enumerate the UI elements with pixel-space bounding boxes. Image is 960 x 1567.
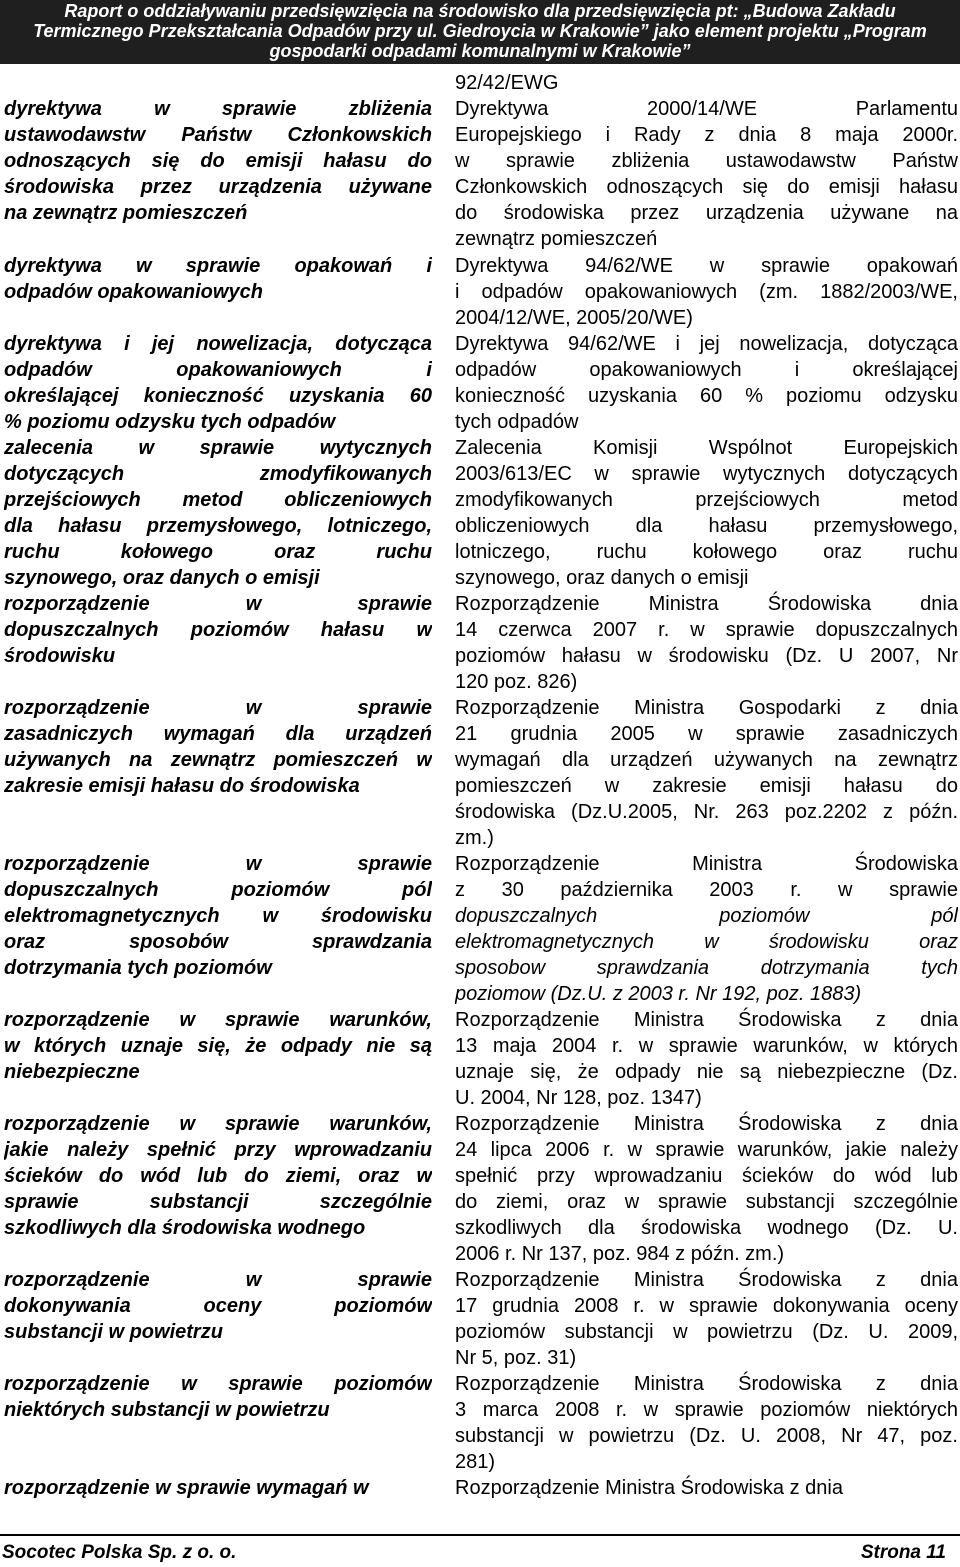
topic-line: dyrektywa w sprawie opakowań i [4, 255, 432, 277]
legal-act-line: substancji w powietrzu (Dz. U. 2008, Nr 47, poz. [455, 1425, 958, 1447]
topic-line: określającej konieczność uzyskania 60 [4, 385, 432, 407]
legal-act-line: 17 grudnia 2008 r. w sprawie dokonywania oceny [455, 1295, 958, 1317]
topic-line: substancji w powietrzu [4, 1321, 223, 1343]
legal-act-line: Członkowskich odnoszących się do emisji hałasu [455, 176, 958, 198]
topic-line: szkodliwych dla środowiska wodnego [4, 1217, 366, 1239]
legal-act-line: Europejskiego i Rady z dnia 8 maja 2000r. [455, 124, 958, 146]
topic-line: środowisku [4, 645, 116, 667]
topic-line: używanych na zewnątrz pomieszczeń w [4, 749, 432, 771]
legal-act-cell [455, 253, 958, 331]
topic-line: rozporządzenie w sprawie [4, 1269, 432, 1291]
legal-act-line: obliczeniowych dla hałasu przemysłowego, [455, 515, 958, 537]
header-line-3: gospodarki odpadami komunalnymi w Krakowie” [269, 41, 691, 61]
legal-act-line: 3 marca 2008 r. w sprawie poziomów niektórych [455, 1399, 958, 1421]
topic-line: środowiska przez urządzenia używane [4, 176, 432, 198]
footer-rule [0, 1534, 960, 1536]
legal-act-line: Rozporządzenie Ministra Środowiska z dnia [455, 1269, 958, 1291]
legal-act-line: i odpadów opakowaniowych (zm. 1882/2003/WE, [455, 281, 958, 303]
legal-act-cell [455, 851, 958, 1007]
legal-act-line: szkodliwych dla środowiska wodnego (Dz. U. [455, 1217, 958, 1239]
topic-line: odpadów opakowaniowych i [4, 359, 432, 381]
legal-act-line: Dyrektywa 2000/14/WE Parlamentu [455, 98, 958, 120]
legal-act-cell [455, 1007, 958, 1111]
legal-act-line: Rozporządzenie Ministra Środowiska [455, 853, 958, 875]
legal-act-cell [455, 1475, 958, 1501]
topic-line: jakie należy spełnić przy wprowadzaniu [4, 1139, 432, 1161]
legal-act-line: poziomów substancji w powietrzu (Dz. U. 2009, [455, 1321, 958, 1343]
header-line-1: Raport o oddziaływaniu przedsięwzięcia na środowisko dla przedsięwzięcia pt: „Budowa Zakładu [64, 1, 896, 21]
topic-line: zasadniczych wymagań dla urządzeń [4, 723, 432, 745]
legal-act-cell [455, 96, 958, 252]
legal-act-line: środowiska (Dz.U.2005, Nr. 263 poz.2202 z późn. [455, 801, 958, 823]
topic-cell [4, 591, 432, 669]
topic-line: ustawodawstw Państw Członkowskich [4, 124, 432, 146]
header-line-2: Termicznego Przekształcania Odpadów przy ul. Giedroycia w Krakowie” jako element projektu „Program [33, 21, 927, 41]
legal-act-line: 281) [455, 1451, 496, 1473]
legal-act-cell [455, 331, 958, 435]
topic-cell [4, 851, 432, 981]
topic-line: ścieków do wód lub do ziemi, oraz w [4, 1165, 432, 1187]
topic-line: rozporządzenie w sprawie warunków, [4, 1009, 432, 1031]
topic-line: dotyczących zmodyfikowanych [4, 463, 432, 485]
legal-act-line: Rozporządzenie Ministra Środowiska z dnia [455, 1009, 958, 1031]
legal-act-cell [455, 435, 958, 591]
topic-cell [4, 1475, 432, 1501]
topic-line: elektromagnetycznych w środowisku [4, 905, 432, 927]
topic-line: dokonywania oceny poziomów [4, 1295, 432, 1317]
legal-act-line: w sprawie zbliżenia ustawodawstw Państw [455, 150, 958, 172]
legal-act-line: Rozporządzenie Ministra Środowiska z dnia [455, 1373, 958, 1395]
legal-act-line: 92/42/EWG [455, 72, 559, 94]
topic-line: odnoszących się do emisji hałasu do [4, 150, 432, 172]
topic-line: niektórych substancji w powietrzu [4, 1399, 330, 1421]
legal-act-line: lotniczego, ruchu kołowego oraz ruchu [455, 541, 958, 563]
legal-act-line: 2003/613/EC w sprawie wytycznych dotyczących [455, 463, 958, 485]
legal-act-line: 120 poz. 826) [455, 671, 578, 693]
legal-act-line: 14 czerwca 2007 r. w sprawie dopuszczalnych [455, 619, 958, 641]
topic-line: ruchu kołowego oraz ruchu [4, 541, 432, 563]
topic-cell [4, 253, 432, 305]
topic-line: dopuszczalnych poziomów hałasu w [4, 619, 432, 641]
topic-cell [4, 96, 432, 226]
topic-cell [4, 1111, 432, 1241]
topic-line: przejściowych metod obliczeniowych [4, 489, 432, 511]
topic-cell [4, 1007, 432, 1085]
legal-act-line: wymagań dla urządzeń używanych na zewnątrz [455, 749, 958, 771]
legal-act-line: odpadów opakowaniowych i określającej [455, 359, 958, 381]
legal-act-line: Dyrektywa 94/62/WE i jej nowelizacja, dotycząca [455, 333, 958, 355]
legal-act-line: pomieszczeń w zakresie emisji hałasu do [455, 775, 958, 797]
legal-act-line: zm.) [455, 827, 494, 849]
legal-act-line: poziomow (Dz.U. z 2003 r. Nr 192, poz. 1883) [455, 983, 862, 1005]
legal-act-line: elektromagnetycznych w środowisku oraz [455, 931, 958, 953]
legal-act-line: 24 lipca 2006 r. w sprawie warunków, jakie należy [455, 1139, 958, 1161]
legal-act-line: Rozporządzenie Ministra Środowiska dnia [455, 593, 958, 615]
topic-line: rozporządzenie w sprawie warunków, [4, 1113, 432, 1135]
legal-act-line: konieczność uzyskania 60 % poziomu odzysku [455, 385, 958, 407]
topic-line: dla hałasu przemysłowego, lotniczego, [4, 515, 432, 537]
topic-line: zakresie emisji hałasu do środowiska [4, 775, 360, 797]
legal-act-line: spełnić przy wprowadzaniu ścieków do wód lub [455, 1165, 958, 1187]
legal-act-cell [455, 591, 958, 695]
legal-act-line: Rozporządzenie Ministra Środowiska z dnia [455, 1477, 843, 1499]
topic-cell [4, 331, 432, 435]
topic-line: dopuszczalnych poziomów pól [4, 879, 432, 901]
topic-line: oraz sposobów sprawdzania [4, 931, 432, 953]
topic-line: % poziomu odzysku tych odpadów [4, 411, 336, 433]
document-footer [0, 1530, 960, 1567]
legal-act-line: sposobow sprawdzania dotrzymania tych [455, 957, 958, 979]
topic-line: szynowego, oraz danych o emisji [4, 567, 320, 589]
footer-company: Socotec Polska Sp. z o. o. [2, 1542, 237, 1563]
legal-act-line: 21 grudnia 2005 w sprawie zasadniczych [455, 723, 958, 745]
legal-act-line: do środowiska przez urządzenia używane na [455, 202, 958, 224]
topic-line: dyrektywa i jej nowelizacja, dotycząca [4, 333, 432, 355]
legal-act-line: 2004/12/WE, 2005/20/WE) [455, 307, 693, 329]
topic-line: rozporządzenie w sprawie wymagań w [4, 1477, 369, 1499]
topic-line: dotrzymania tych poziomów [4, 957, 272, 979]
topic-line: rozporządzenie w sprawie [4, 697, 432, 719]
legal-act-cell [455, 695, 958, 851]
legal-act-line: 13 maja 2004 r. w sprawie warunków, w których [455, 1035, 958, 1057]
legal-act-line: poziomów hałasu w środowisku (Dz. U 2007, Nr [455, 645, 958, 667]
footer-page-number: Strona 11 [860, 1542, 946, 1563]
legal-act-line: dopuszczalnych poziomów pól [455, 905, 958, 927]
legal-act-line: Zalecenia Komisji Wspólnot Europejskich [455, 437, 958, 459]
topic-line: zalecenia w sprawie wytycznych [4, 437, 432, 459]
topic-cell [4, 695, 432, 799]
legal-act-line: Rozporządzenie Ministra Środowiska z dnia [455, 1113, 958, 1135]
topic-cell [4, 1371, 432, 1423]
legal-act-line: z 30 października 2003 r. w sprawie [455, 879, 958, 901]
legal-act-line: zmodyfikowanych przejściowych metod [455, 489, 958, 511]
legal-act-line: U. 2004, Nr 128, poz. 1347) [455, 1087, 702, 1109]
topic-line: na zewnątrz pomieszczeń [4, 202, 248, 224]
legal-act-line: uznaje się, że odpady nie są niebezpieczne (Dz. [455, 1061, 958, 1083]
legal-act-line: Rozporządzenie Ministra Gospodarki z dnia [455, 697, 958, 719]
topic-line: w których uznaje się, że odpady nie są [4, 1035, 432, 1057]
legal-act-cell [455, 1371, 958, 1475]
legislation-table [0, 70, 960, 1528]
topic-cell [4, 435, 432, 591]
legal-act-line: tych odpadów [455, 411, 579, 433]
topic-line: niebezpieczne [4, 1061, 140, 1083]
topic-line: rozporządzenie w sprawie poziomów [4, 1373, 432, 1395]
legal-act-line: do ziemi, oraz w sprawie substancji szczególnie [455, 1191, 958, 1213]
topic-line: odpadów opakowaniowych [4, 281, 263, 303]
legal-act-cell [455, 1267, 958, 1371]
topic-cell [4, 1267, 432, 1345]
legal-act-line: Nr 5, poz. 31) [455, 1347, 577, 1369]
topic-line: sprawie substancji szczególnie [4, 1191, 432, 1213]
legal-act-cell [455, 70, 958, 96]
topic-line: dyrektywa w sprawie zbliżenia [4, 98, 432, 120]
document-header [0, 0, 960, 64]
legal-act-line: Dyrektywa 94/62/WE w sprawie opakowań [455, 255, 958, 277]
legal-act-line: 2006 r. Nr 137, poz. 984 z późn. zm.) [455, 1243, 785, 1265]
topic-line: rozporządzenie w sprawie [4, 853, 432, 875]
legal-act-line: zewnątrz pomieszczeń [455, 228, 658, 250]
legal-act-cell [455, 1111, 958, 1267]
topic-line: rozporządzenie w sprawie [4, 593, 432, 615]
legal-act-line: szynowego, oraz danych o emisji [455, 567, 749, 589]
